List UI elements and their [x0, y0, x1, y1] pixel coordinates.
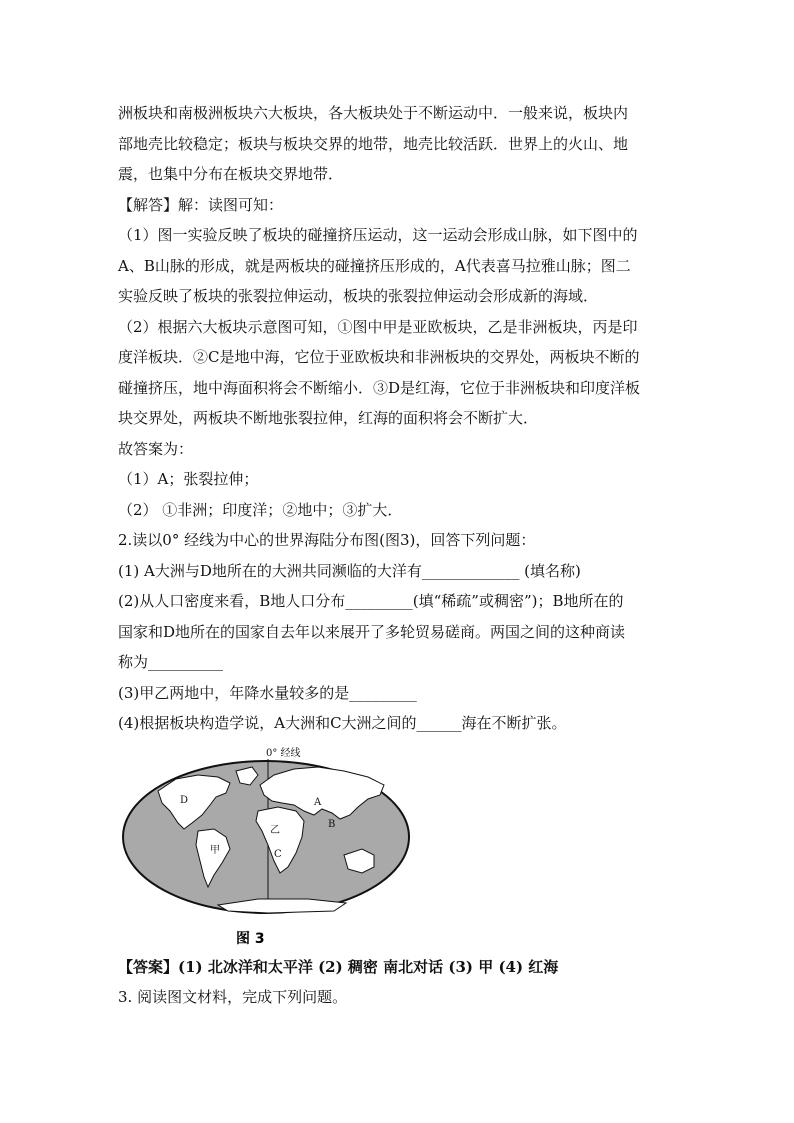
question-item: (4)根据板块构造学说，A大洲和C大洲之间的______海在不断扩张。: [118, 714, 567, 732]
map-label-jia: 甲: [210, 844, 220, 856]
world-map: [118, 745, 412, 950]
answer-line: 【答案】(1) 北冰洋和太平洋 (2) 稠密 南北对话 (3) 甲 (4) 红海: [118, 957, 559, 976]
map-label-yi: 乙: [270, 824, 280, 836]
question-item: (3)甲乙两地中，年降水量较多的是_________: [118, 683, 417, 702]
question-title: 2.读以0° 经线为中心的世界海陆分布图(图3)，回答下列问题：: [118, 531, 536, 549]
answer-heading: 【解答】解：读图可知：: [118, 195, 284, 214]
map-label-C: C: [274, 848, 282, 860]
text-line: A、B山脉的形成，就是两板块的碰撞挤压形成的，A代表喜马拉雅山脉；图二: [118, 256, 631, 275]
text-line: （2） ①非洲；印度洋；②地中；③扩大．: [118, 500, 403, 519]
text-line: 故答案为：: [118, 439, 194, 458]
figure-caption: 图 3: [236, 930, 265, 947]
text-line: 震，也集中分布在板块交界地带．: [118, 165, 344, 183]
question-item: (2)从人口密度来看，B地人口分布_________(填“稀疏”或稠密”)；B地所在的: [118, 592, 624, 610]
map-label-B: B: [328, 818, 336, 830]
question-title: 3. 阅读图文材料，完成下列问题。: [118, 988, 348, 1006]
text-line: 碰撞挤压，地中海面积将会不断缩小．③D是红海，它位于非洲板块和印度洋板: [118, 378, 641, 397]
question-item: 国家和D地所在的国家自去年以来展开了多轮贸易磋商。两国之间的这种商读: [118, 622, 626, 641]
map-label-D: D: [180, 794, 189, 806]
text-line: 实验反映了板块的张裂拉伸运动，板块的张裂拉伸运动会形成新的海域．: [118, 287, 599, 305]
text-line: 洲板块和南极洲板块六大板块，各大板块处于不断运动中．一般来说，板块内: [118, 104, 629, 122]
world-map-figure: [118, 745, 412, 950]
text-line: 度洋板块．②C是地中海，它位于亚欧板块和非洲板块的交界处，两板块不断的: [118, 348, 640, 366]
text-line: 部地壳比较稳定；板块与板块交界的地带，地壳比较活跃．世界上的火山、地: [118, 134, 629, 153]
map-label-A: A: [314, 796, 322, 808]
question-item: (1) A大洲与D地所在的大洲共同濒临的大洋有_____________ (填名称): [118, 561, 581, 580]
question-item: 称为__________: [118, 653, 224, 671]
text-line: （2）根据六大板块示意图可知，①图中甲是亚欧板块，乙是非洲板块，丙是印: [118, 317, 638, 336]
text-line: 块交界处，两板块不断地张裂拉伸，红海的面积将会不断扩大．: [118, 409, 539, 427]
text-line: （1）A；张裂拉伸；: [118, 470, 259, 488]
text-line: （1）图一实验反映了板块的碰撞挤压运动，这一运动会形成山脉，如下图中的: [118, 226, 638, 244]
document-page: [118, 98, 678, 1013]
meridian-label: 0° 经线: [266, 747, 301, 759]
